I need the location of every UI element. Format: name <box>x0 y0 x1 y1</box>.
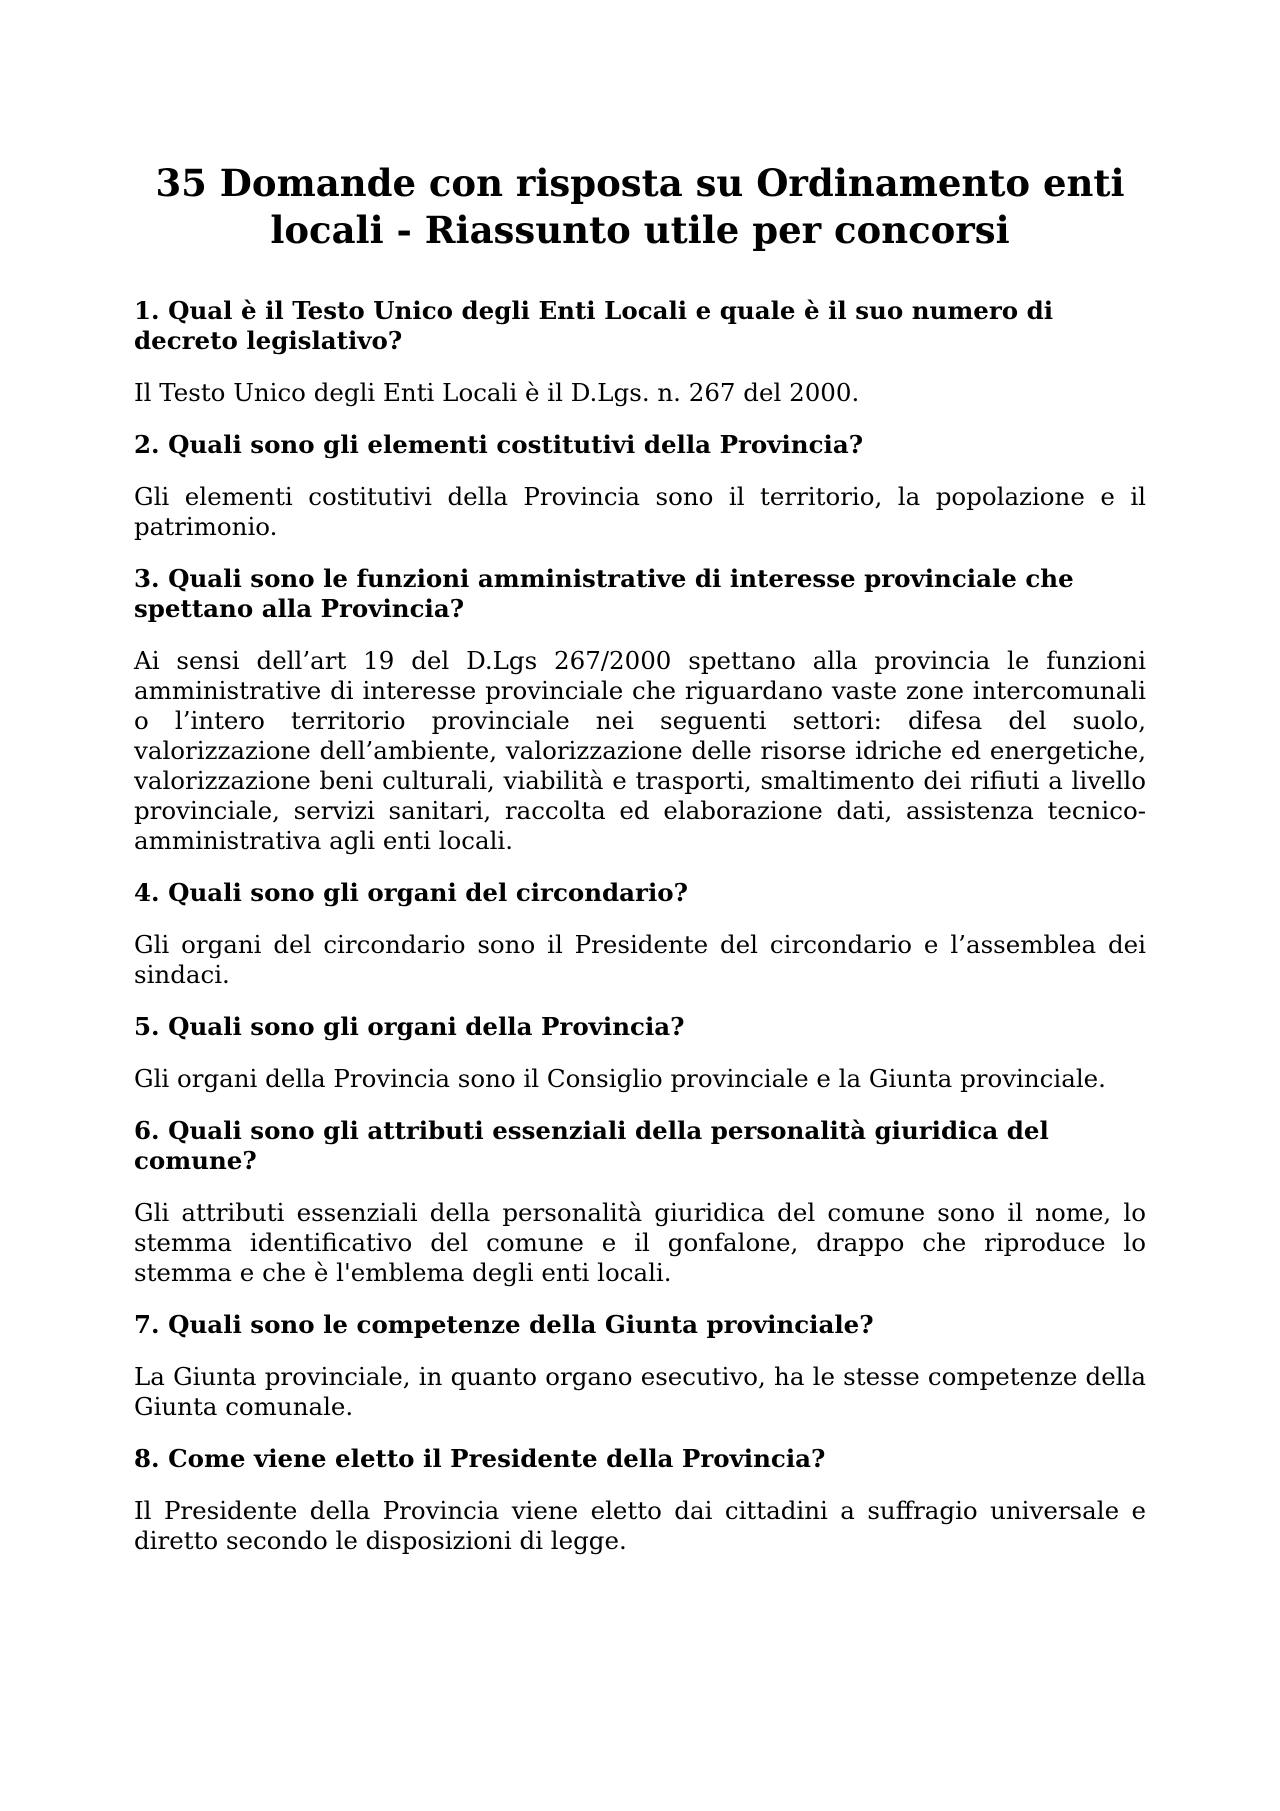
qa-item-5 <box>134 1012 1146 1094</box>
answer-2: Gli elementi costitutivi della Provincia sono il territorio, la popolazione e il patrimonio. <box>134 482 1146 541</box>
question-2: 2. Quali sono gli elementi costitutivi della Provincia? <box>134 430 864 459</box>
qa-item-4 <box>134 878 1146 990</box>
answer-3: Ai sensi dell’art 19 del D.Lgs 267/2000 spettano alla provincia le funzioni amministrative di interesse provinciale che riguardano vaste zone intercomunali o l’intero territorio provinciale nei seguenti settori: difesa del suolo, valorizzazione dell’ambiente, valorizzazione delle risorse idriche ed energetiche, valorizzazione beni culturali, viabilità e trasporti, smaltimento dei rifiuti a livello provinciale, servizi sanitari, raccolta ed elaborazione dati, assistenza tecnico-amministrativa agli enti locali. <box>134 646 1146 855</box>
question-7: 7. Quali sono le competenze della Giunta provinciale? <box>134 1310 874 1339</box>
document-title: 35 Domande con risposta su Ordinamento enti locali - Riassunto utile per concorsi <box>155 161 1125 252</box>
qa-item-6 <box>134 1116 1146 1288</box>
qa-item-8 <box>134 1444 1146 1556</box>
question-3: 3. Quali sono le funzioni amministrative di interesse provinciale che spettano alla Provincia? <box>134 564 1074 623</box>
qa-item-1 <box>134 296 1146 408</box>
qa-item-3 <box>134 564 1146 856</box>
answer-4: Gli organi del circondario sono il Presidente del circondario e l’assemblea dei sindaci. <box>134 930 1146 989</box>
answer-1: Il Testo Unico degli Enti Locali è il D.Lgs. n. 267 del 2000. <box>134 378 860 407</box>
answer-8: Il Presidente della Provincia viene eletto dai cittadini a suffragio universale e diretto secondo le disposizioni di legge. <box>134 1496 1146 1555</box>
question-1: 1. Qual è il Testo Unico degli Enti Locali e quale è il suo numero di decreto legislativo? <box>134 296 1054 355</box>
question-6: 6. Quali sono gli attributi essenziali della personalità giuridica del comune? <box>134 1116 1049 1175</box>
question-5: 5. Quali sono gli organi della Provincia? <box>134 1012 685 1041</box>
answer-5: Gli organi della Provincia sono il Consiglio provinciale e la Giunta provinciale. <box>134 1064 1106 1093</box>
qa-item-7 <box>134 1310 1146 1422</box>
document-content <box>134 160 1146 1578</box>
answer-6: Gli attributi essenziali della personalità giuridica del comune sono il nome, lo stemma identificativo del comune e il gonfalone, drappo che riproduce lo stemma e che è l'emblema degli enti locali. <box>134 1198 1146 1287</box>
qa-item-2 <box>134 430 1146 542</box>
question-4: 4. Quali sono gli organi del circondario? <box>134 878 688 907</box>
question-8: 8. Come viene eletto il Presidente della Provincia? <box>134 1444 826 1473</box>
answer-7: La Giunta provinciale, in quanto organo esecutivo, ha le stesse competenze della Giunta comunale. <box>134 1362 1146 1421</box>
